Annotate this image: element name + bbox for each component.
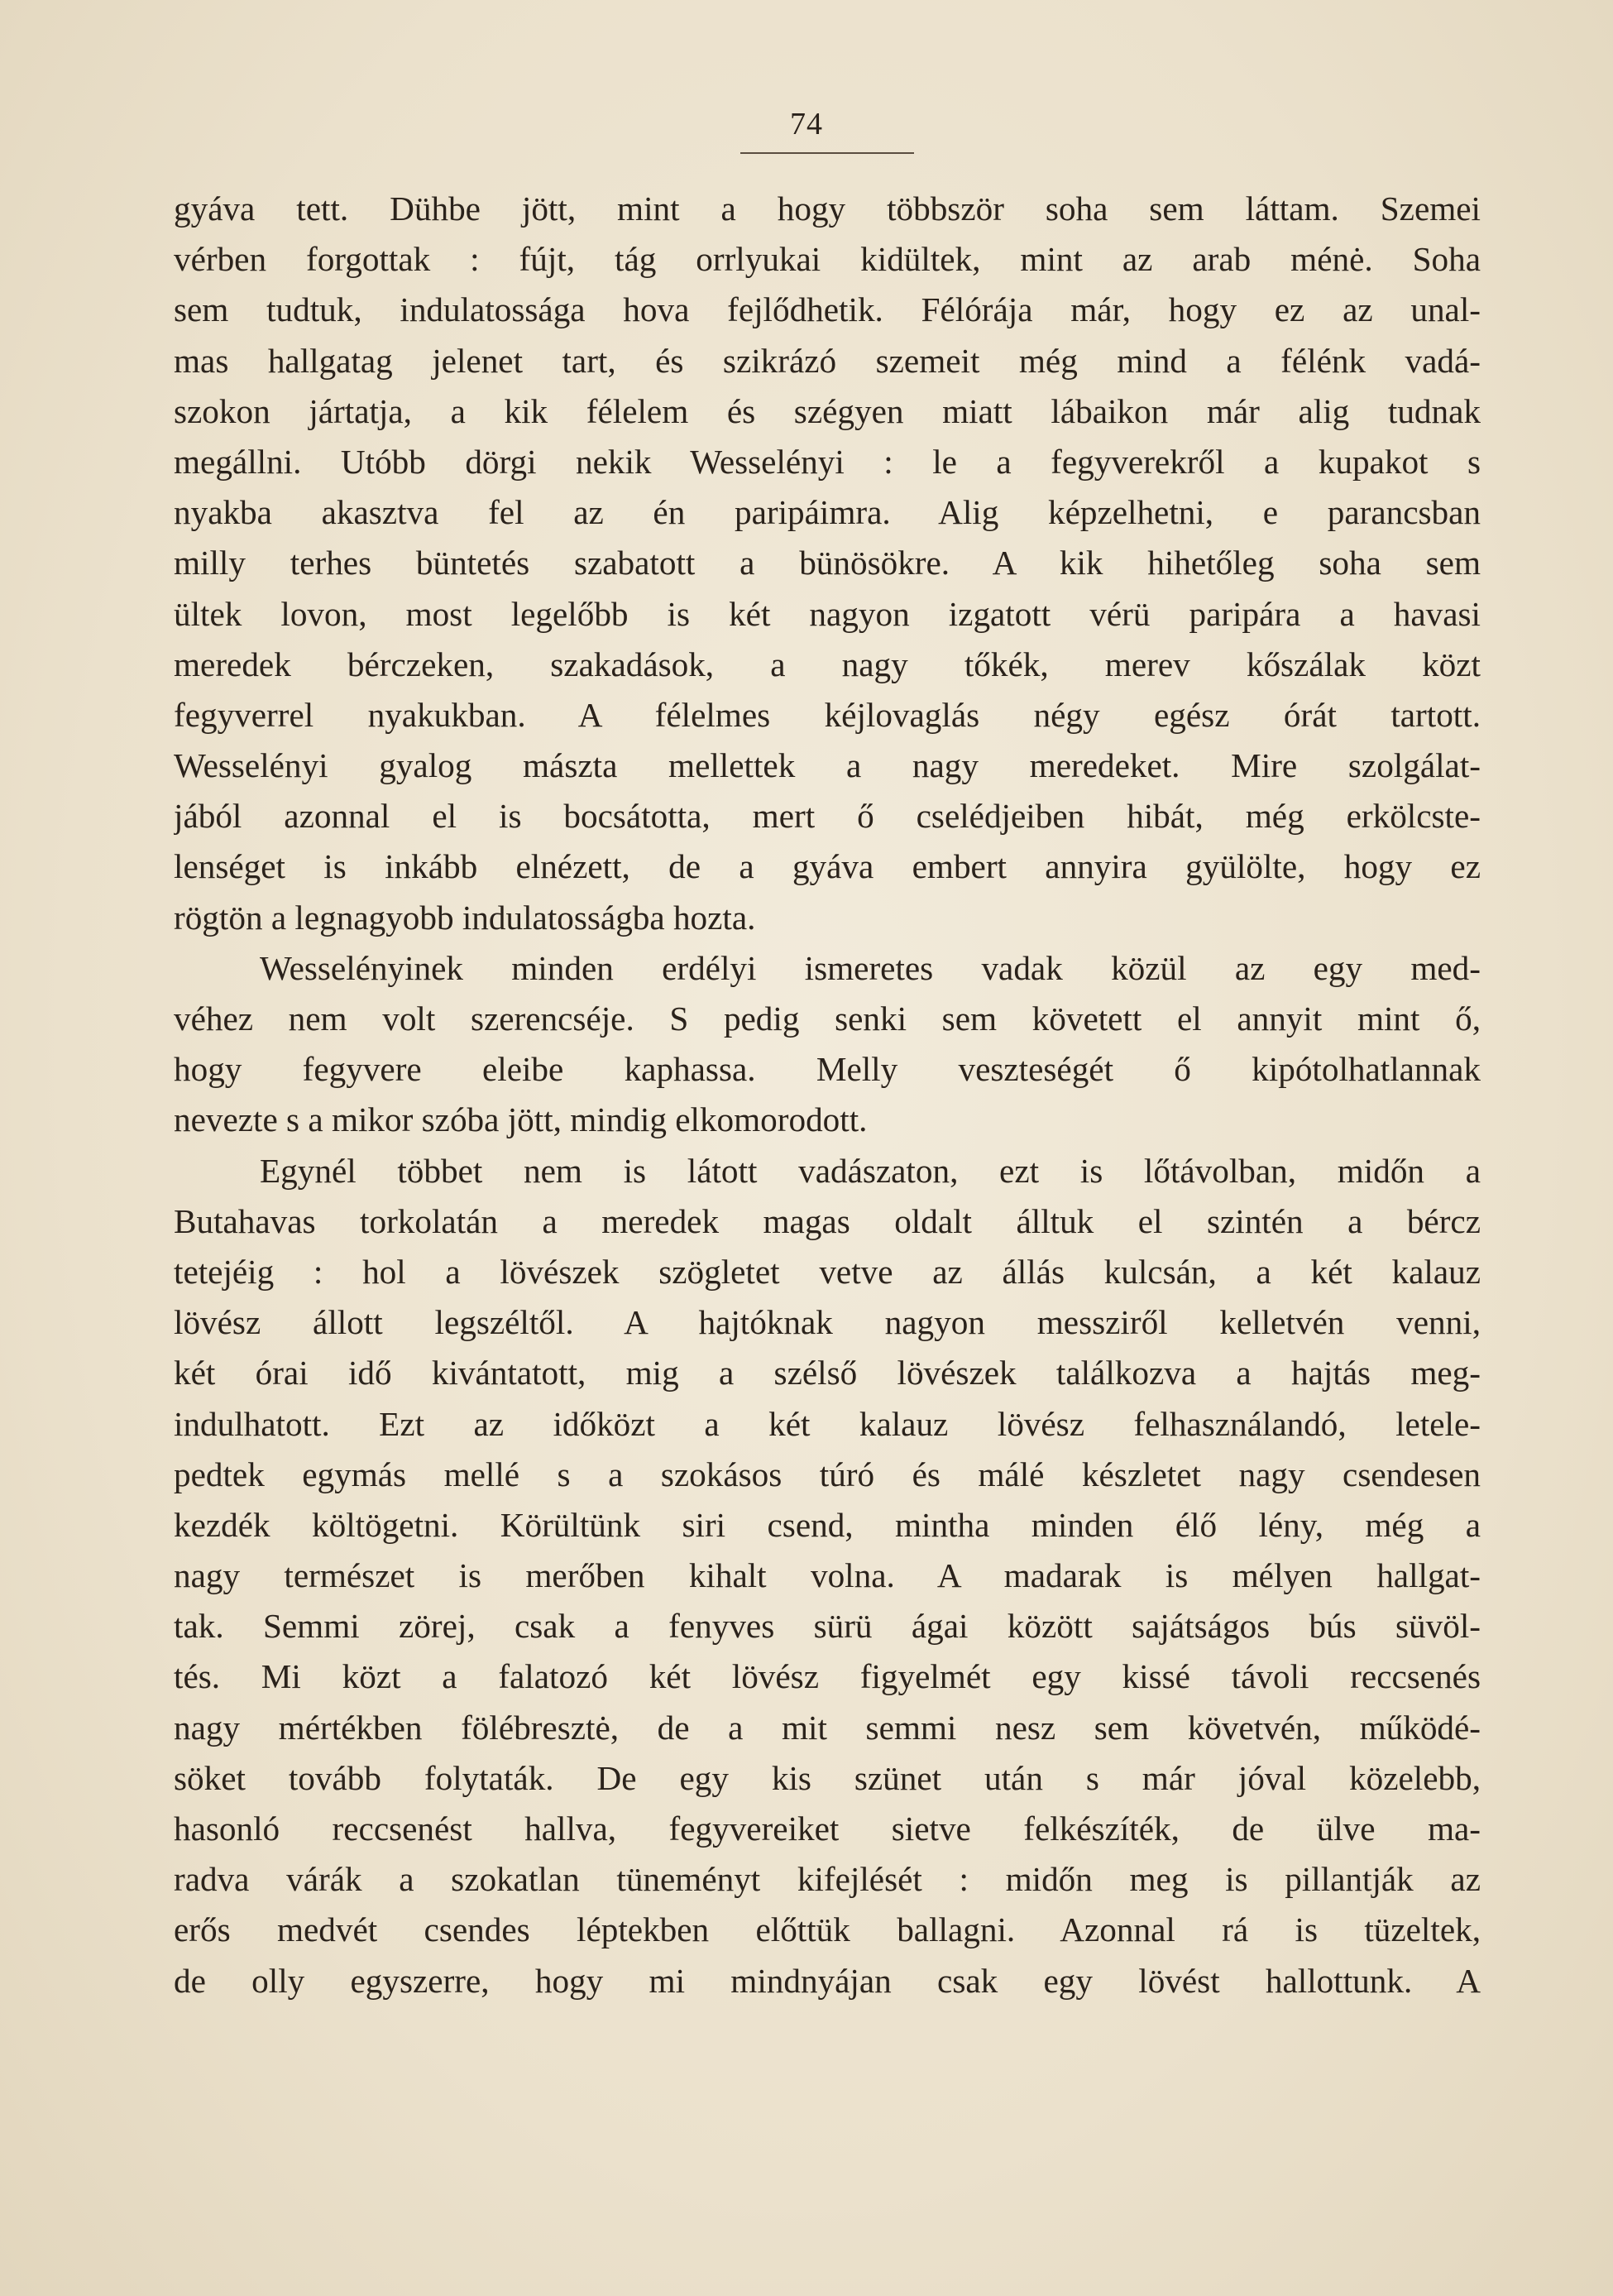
text-line: hasonló reccsenést hallva, fegyvereiket sietve felkészíték, de ülve ma-: [174, 1809, 1481, 1848]
text-line: nyakba akasztva fel az én paripáimra. Alig képzelhetni, e parancsban: [174, 493, 1481, 532]
header-rule: [740, 152, 914, 154]
text-line: milly terhes büntetés szabatott a bünösökre. A kik hihetőleg soha sem: [174, 544, 1481, 582]
text-line: rögtön a legnagyobb indulatosságba hozta.: [174, 898, 756, 937]
text-line: nevezte s a mikor szóba jött, mindig elkomorodott.: [174, 1100, 868, 1139]
text-line: nagy mértékben fölébresztė, de a mit semmi nesz sem követvén, működé-: [174, 1708, 1481, 1747]
text-line: megállni. Utóbb dörgi nekik Wesselényi : le a fegyverekről a kupakot s: [174, 442, 1481, 481]
text-line: jából azonnal el is bocsátotta, mert ő cselédjeiben hibát, még erkölcste-: [174, 797, 1481, 836]
paragraph: [174, 1146, 1481, 2006]
paragraph: [174, 943, 1481, 1146]
text-line: hogy fegyvere eleibe kaphassa. Melly veszteségét ő kipótolhatlannak: [174, 1050, 1481, 1089]
text-line: gyáva tett. Dühbe jött, mint a hogy többször soha sem láttam. Szemei: [174, 189, 1481, 228]
text-line: tés. Mi közt a falatozó két lövész figyelmét egy kissé távoli reccsenés: [174, 1657, 1481, 1696]
text-line: két órai idő kivántatott, mig a szélső lövészek találkozva a hajtás meg-: [174, 1354, 1481, 1392]
text-line: radva várák a szokatlan tüneményt kifejlését : midőn meg is pillantják az: [174, 1860, 1481, 1899]
page-number: 74: [790, 107, 823, 141]
text-line: söket tovább folytaták. De egy kis szünet után s már jóval közelebb,: [174, 1758, 1481, 1797]
paragraph: [174, 184, 1481, 943]
text-line: fegyverrel nyakukban. A félelmes kéjlovaglás négy egész órát tartott.: [174, 695, 1481, 734]
text-line: szokon jártatja, a kik félelem és szégyen miatt lábaikon már alig tudnak: [174, 391, 1481, 430]
text-line: Egynél többet nem is látott vadászaton, ezt is lőtávolban, midőn a: [260, 1151, 1481, 1190]
text-line: Wesselényi gyalog mászta mellettek a nagy meredeket. Mire szolgálat-: [174, 746, 1481, 785]
text-line: indulhatott. Ezt az időközt a két kalauz lövész felhasználandó, letele-: [174, 1404, 1481, 1443]
text-line: de olly egyszerre, hogy mi mindnyájan csak egy lövést hallottunk. A: [174, 1961, 1481, 2000]
text-line: sem tudtuk, indulatossága hova fejlődhetik. Félórája már, hogy ez az unal-: [174, 290, 1481, 329]
text-line: lenséget is inkább elnézett, de a gyáva embert annyira gyülölte, hogy ez: [174, 847, 1481, 886]
text-line: erős medvét csendes léptekben előttük ballagni. Azonnal rá is tüzeltek,: [174, 1910, 1481, 1949]
text-line: ültek lovon, most legelőbb is két nagyon izgatott vérü paripára a havasi: [174, 594, 1481, 633]
text-line: tak. Semmi zörej, csak a fenyves sürü ágai között sajátságos bús süvöl-: [174, 1607, 1481, 1646]
text-line: véhez nem volt szerencséje. S pedig senki sem követett el annyit mint ő,: [174, 999, 1481, 1038]
text-line: mas hallgatag jelenet tart, és szikrázó szemeit még mind a félénk vadá-: [174, 341, 1481, 380]
text-line: meredek bérczeken, szakadások, a nagy tőkék, merev kőszálak közt: [174, 645, 1481, 683]
text-line: Butahavas torkolatán a meredek magas oldalt álltuk el szintén a bércz: [174, 1201, 1481, 1240]
text-line: vérben forgottak : fújt, tág orrlyukai kidültek, mint az arab ménė. Soha: [174, 240, 1481, 279]
body-text: [174, 184, 1481, 2006]
text-line: lövész állott legszéltől. A hajtóknak nagyon messziről kelletvén venni,: [174, 1303, 1481, 1342]
text-line: pedtek egymás mellé s a szokásos túró és málé készletet nagy csendesen: [174, 1455, 1481, 1493]
text-line: Wesselényinek minden erdélyi ismeretes vadak közül az egy med-: [260, 948, 1481, 987]
text-line: kezdék költögetni. Körültünk siri csend, mintha minden élő lény, még a: [174, 1505, 1481, 1544]
text-line: nagy természet is merőben kihalt volna. A madarak is mélyen hallgat-: [174, 1556, 1481, 1595]
text-line: tetejéig : hol a lövészek szögletet vetve az állás kulcsán, a két kalauz: [174, 1252, 1481, 1291]
